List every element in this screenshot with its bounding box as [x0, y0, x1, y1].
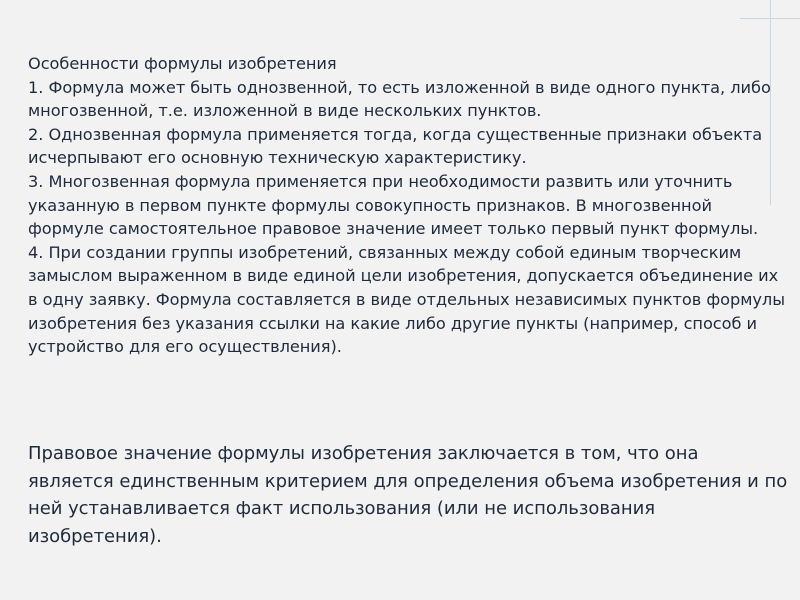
- decorative-horizontal-line: [740, 18, 800, 19]
- conclusion-text: Правовое значение формулы изобретения заключается в том, что она является единственным критерием для определения объема изобретения и по ней устанавливается факт использования (или не использования изобретения).: [28, 443, 788, 547]
- slide-body: [28, 52, 788, 359]
- point-2: 2. Однозвенная формула применяется тогда, когда существенные признаки объекта исчерпывают его основную техническую характеристику.: [28, 124, 763, 168]
- point-3: 3. Многозвенная формула применяется при необходимости развить или уточнить указанную в первом пункте формулы совокупность признаков. В многозвенной формуле самостоятельное правовое значение имеет только первый пункт формулы.: [28, 171, 759, 239]
- slide-heading: Особенности формулы изобретения: [28, 54, 337, 73]
- point-4: 4. При создании группы изобретений, связанных между собой единым творческим замыслом выраженном в виде единой цели изобретения, допускается объединение их в одну заявку. Формула составляется в виде отдельных независимых пунктов формулы изобретения без указания ссылки на какие либо другие пункты (например, способ и устройство для его осуществления).: [28, 242, 785, 357]
- point-1: 1. Формула может быть однозвенной, то есть изложенной в виде одного пункта, либо многозвенной, т.е. изложенной в виде нескольких пунктов.: [28, 77, 771, 121]
